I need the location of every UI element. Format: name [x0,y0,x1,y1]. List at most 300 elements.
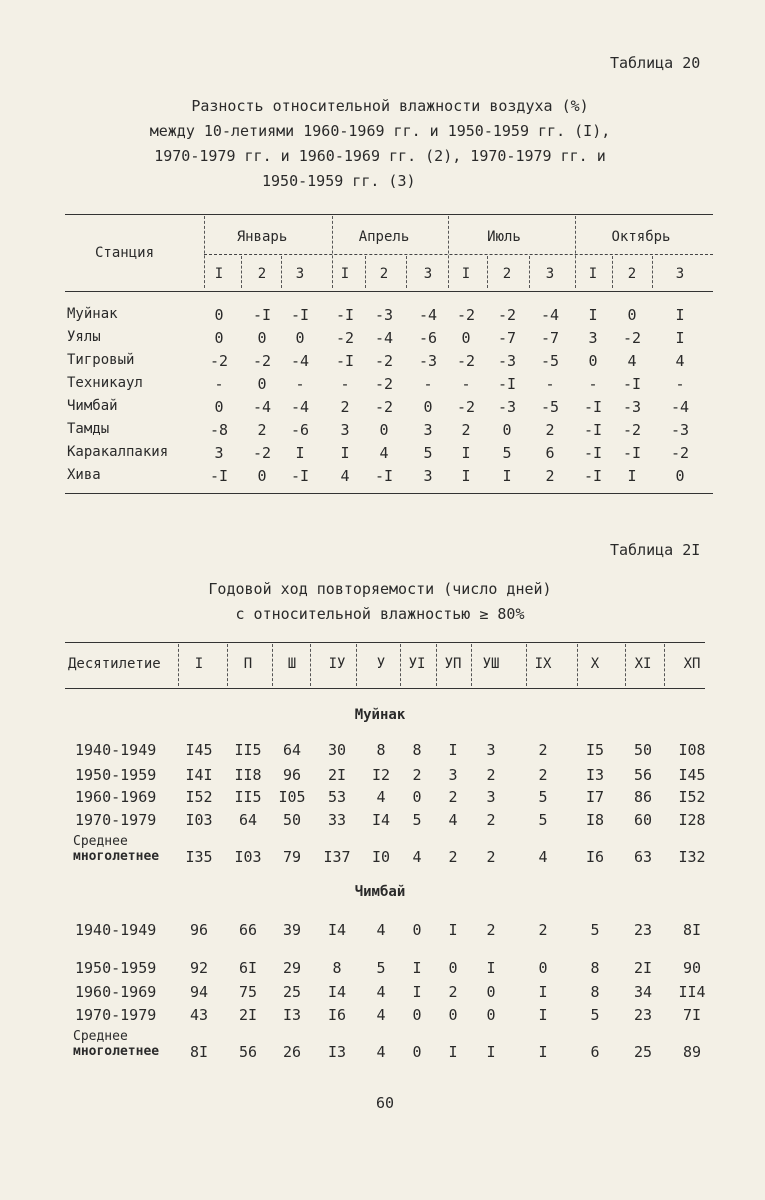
table20-cell: -3 [670,421,690,439]
table20-cell: -2 [374,352,394,370]
table21-col-separator [526,644,527,686]
table21-cell: I03 [185,811,213,829]
table20-subcol-header: 3 [295,266,305,282]
table21-cell: I [486,959,496,977]
table20-station-label: Тамды [67,421,110,437]
table20-cell: I [627,467,637,485]
table21-title [60,577,700,627]
table21-cell: I3 [585,766,605,784]
table21-cell: 5 [590,1006,600,1024]
table21-cell: 39 [282,921,302,939]
table20-cell: 2 [340,398,350,416]
table20-subcol-separator [487,256,488,288]
table20-cell: 2 [461,421,471,439]
table21-cell: 2 [448,788,458,806]
table20-subcol-separator [365,256,366,288]
table20-cell: - [295,375,305,393]
table20-subcol-header: 2 [627,266,637,282]
table20-station-header: Станция [95,245,155,261]
table21-cell: 5 [412,811,422,829]
table21-cell: I [538,1043,548,1061]
table21-cell: I4 [327,921,347,939]
table20-cell: 0 [379,421,389,439]
table21-month-header: У [376,656,386,672]
table20-caption: Таблица 20 [610,54,701,72]
table21-cell: 50 [633,741,653,759]
table21-cell: I05 [278,788,306,806]
table21-cell: 5 [538,788,548,806]
table20-month-header: Апрель [358,229,410,245]
table20-cell: -I [209,467,229,485]
table20-title [60,94,700,194]
table21-top-rule [65,642,705,643]
table20-cell: -I [335,352,355,370]
table21-col-separator [664,644,665,686]
table21-title-line: Годовой ход повторяемости (число дней) [208,580,552,598]
table21-row-label: 1960-1969 [75,983,157,1001]
table20-cell: -I [335,306,355,324]
table20-cell: -2 [670,444,690,462]
table21-cell: I [538,1006,548,1024]
table21-row-label: 1940-1949 [75,921,157,939]
table21-cell: 23 [633,921,653,939]
table21-cell: I [448,1043,458,1061]
table21-col-separator [272,644,273,686]
table21-col-separator [178,644,179,686]
table20-station-label: Каракалпакия [67,444,169,460]
table20-col-separator [575,216,576,288]
table20-subcol-separator [406,256,407,288]
table21-cell: 2 [538,741,548,759]
table21-section-title: Чимбай [354,884,406,900]
table20-cell: -4 [290,352,310,370]
table21-month-header: IУ [328,656,346,672]
table21-month-header: УШ [482,656,500,672]
table20-cell: 0 [295,329,305,347]
table21-month-header: П [243,656,253,672]
table21-cell: 56 [238,1043,258,1061]
table20-cell: 0 [214,329,224,347]
table21-cell: I4 [371,811,391,829]
table20-cell: -I [583,398,603,416]
table21-cell: I45 [185,741,213,759]
table21-row-label: 1950-1959 [75,959,157,977]
table21-cell: I [412,959,422,977]
table20-subcol-header: 2 [502,266,512,282]
table21-cell: I52 [185,788,213,806]
table21-cell: I45 [678,766,706,784]
table20-cell: 4 [379,444,389,462]
table21-cell: 23 [633,1006,653,1024]
table20-subcol-separator [281,256,282,288]
table20-cell: - [545,375,555,393]
table21-cell: I3 [327,1043,347,1061]
table21-col-separator [471,644,472,686]
table20-cell: I [340,444,350,462]
table21-cell: 2 [486,848,496,866]
table21-cell: 0 [412,921,422,939]
table21-cell: 79 [282,848,302,866]
table21-cell: I4I [185,766,213,784]
table20-cell: -6 [290,421,310,439]
table20-cell: -2 [622,421,642,439]
table20-cell: 4 [675,352,685,370]
table21-cell: I37 [323,848,351,866]
table21-cell: I5 [585,741,605,759]
table20-subcol-separator [529,256,530,288]
table20-cell: 5 [502,444,512,462]
table20-subcol-header: 2 [257,266,267,282]
table20-cell: 0 [461,329,471,347]
table21-cell: 0 [448,1006,458,1024]
table21-cell: I3 [282,1006,302,1024]
table20-cell: - [461,375,471,393]
table21-cell: I6 [585,848,605,866]
table21-cell: II8 [234,766,262,784]
table20-cell: 5 [423,444,433,462]
table21-cell: 0 [412,788,422,806]
table20-station-label: Хива [67,467,101,483]
table20-cell: -2 [497,306,517,324]
table21-cell: 86 [633,788,653,806]
table20-cell: I [295,444,305,462]
table20-cell: I [675,329,685,347]
table20-cell: -2 [252,352,272,370]
table20-cell: I [461,467,471,485]
table20-bottom-rule [65,493,713,494]
table21-cell: 0 [412,1006,422,1024]
table21-month-header: УП [444,656,462,672]
table21-cell: I [448,741,458,759]
table20-col-separator [448,216,449,288]
table21-cell: 4 [538,848,548,866]
table20-cell: I [675,306,685,324]
table20-cell: -2 [209,352,229,370]
table20-cell: -I [374,467,394,485]
table21-cell: 2 [448,848,458,866]
table21-cell: 8 [332,959,342,977]
table21-cell: 29 [282,959,302,977]
table20-cell: -8 [209,421,229,439]
table21-month-header: XI [634,656,652,672]
table21-cell: 2 [486,766,496,784]
table21-cell: 4 [376,1006,386,1024]
table21-cell: I08 [678,741,706,759]
table21-col-separator [310,644,311,686]
table20-title-line: 1950-1959 гг. (3) [262,172,416,190]
table20-cell: 2 [545,467,555,485]
table21-month-header: УI [408,656,426,672]
table20-subcol-header: 3 [423,266,433,282]
table21-header-rule [65,688,705,689]
table20-cell: -I [497,375,517,393]
table20-mid-rule [204,254,713,255]
table20-station-label: Чимбай [67,398,118,414]
table21-cell: 6 [590,1043,600,1061]
table21-col-separator [356,644,357,686]
table20-cell: 0 [423,398,433,416]
table21-cell: I2 [371,766,391,784]
table20-cell: -I [583,444,603,462]
table21-cell: II5 [234,788,262,806]
table21-row-label: 1940-1949 [75,741,157,759]
table21-cell: 8I [682,921,702,939]
table21-cell: I6 [327,1006,347,1024]
table21-cell: 94 [189,983,209,1001]
table21-row-label: Среднее [73,1029,128,1044]
table20-subcol-separator [652,256,653,288]
table21-cell: I7 [585,788,605,806]
table20-cell: 2 [545,421,555,439]
table21-month-header: IX [534,656,552,672]
table20-top-rule [65,214,713,215]
table21-row-label: 1970-1979 [75,811,157,829]
table21-cell: I52 [678,788,706,806]
table21-cell: I35 [185,848,213,866]
table20-cell: -3 [497,398,517,416]
table21-row-label: 1970-1979 [75,1006,157,1024]
table21-cell: 56 [633,766,653,784]
table20-cell: 0 [257,467,267,485]
table20-cell: -4 [290,398,310,416]
table21-cell: 2 [486,811,496,829]
table20-cell: 3 [423,421,433,439]
table20-cell: -I [290,467,310,485]
table21-cell: 43 [189,1006,209,1024]
table20-cell: -4 [252,398,272,416]
table21-cell: 96 [282,766,302,784]
table21-cell: 8 [412,741,422,759]
table21-cell: 4 [376,788,386,806]
table20-month-header: Октябрь [611,229,671,245]
table21-cell: 26 [282,1043,302,1061]
table20-cell: -2 [622,329,642,347]
table21-cell: 33 [327,811,347,829]
table21-cell: 0 [486,1006,496,1024]
table20-cell: 3 [423,467,433,485]
table21-cell: I [538,983,548,1001]
table21-col-separator [227,644,228,686]
table20-cell: 0 [588,352,598,370]
table20-cell: -4 [670,398,690,416]
table20-subcol-separator [241,256,242,288]
table20-cell: -5 [540,352,560,370]
table20-cell: -5 [540,398,560,416]
table21-cell: 2I [327,766,347,784]
table21-month-header: X [590,656,600,672]
table21-cell: I [486,1043,496,1061]
table20-subcol-header: I [461,266,471,282]
table21-cell: I [412,983,422,1001]
table21-row-label: Среднее [73,834,128,849]
table21-cell: 4 [376,983,386,1001]
table21-cell: 30 [327,741,347,759]
table21-cell: 4 [448,811,458,829]
table21-col-separator [400,644,401,686]
table21-cell: 5 [538,811,548,829]
table21-cell: 6I [238,959,258,977]
table21-cell: 8 [590,983,600,1001]
table20-cell: 6 [545,444,555,462]
table21-cell: 2I [633,959,653,977]
table21-cell: 7I [682,1006,702,1024]
table21-cell: 64 [238,811,258,829]
table21-cell: I4 [327,983,347,1001]
table20-cell: -I [622,444,642,462]
table21-cell: 2I [238,1006,258,1024]
table20-cell: 0 [214,398,224,416]
table20-cell: -3 [497,352,517,370]
table21-cell: 3 [448,766,458,784]
table21-cell: 8I [189,1043,209,1061]
table21-cell: 89 [682,1043,702,1061]
table20-cell: 0 [627,306,637,324]
table21-col-separator [436,644,437,686]
table21-cell: I03 [234,848,262,866]
table20-title-line: между 10-летиями 1960-1969 гг. и 1950-1959 гг. (I), [149,122,611,140]
table20-cell: -2 [374,375,394,393]
table21-cell: I28 [678,811,706,829]
table20-cell: 3 [214,444,224,462]
table21-cell: 4 [376,1043,386,1061]
table20-cell: -I [622,375,642,393]
table21-cell: 3 [486,788,496,806]
table20-cell: 2 [257,421,267,439]
table20-cell: -3 [622,398,642,416]
table21-cell: 8 [590,959,600,977]
table20-cell: 3 [588,329,598,347]
table21-cell: 50 [282,811,302,829]
table21-cell: 34 [633,983,653,1001]
table21-cell: 8 [376,741,386,759]
table21-col-separator [577,644,578,686]
table21-cell: 5 [376,959,386,977]
table20-cell: -2 [456,306,476,324]
table20-cell: 0 [214,306,224,324]
table20-cell: -4 [540,306,560,324]
table21-cell: I [448,921,458,939]
table20-title-line: 1970-1979 гг. и 1960-1969 гг. (2), 1970-1979 гг. и [154,147,606,165]
table21-cell: 2 [448,983,458,1001]
table20-cell: -3 [374,306,394,324]
table20-cell: I [502,467,512,485]
table20-cell: - [423,375,433,393]
table21-cell: 75 [238,983,258,1001]
table21-title-line: с относительной влажностью ≥ 80% [235,605,525,623]
table20-cell: -2 [252,444,272,462]
table20-title-line: Разность относительной влажности воздуха (%) [191,97,589,115]
table21-cell: 25 [633,1043,653,1061]
table20-cell: -2 [456,352,476,370]
table21-cell: II4 [678,983,706,1001]
table20-cell: 0 [502,421,512,439]
table21-row-label: 1960-1969 [75,788,157,806]
table21-cell: 2 [538,766,548,784]
table21-cell: I32 [678,848,706,866]
table20-cell: - [675,375,685,393]
table21-section-title: Муйнак [354,707,406,723]
table21-cell: II5 [234,741,262,759]
table20-cell: I [461,444,471,462]
table21-cell: 92 [189,959,209,977]
table20-col-separator [204,216,205,288]
table20-cell: -I [583,421,603,439]
table20-cell: -I [252,306,272,324]
table20-cell: I [588,306,598,324]
table20-cell: 0 [257,375,267,393]
table20-cell: -4 [374,329,394,347]
table21-cell: 0 [412,1043,422,1061]
table21-cell: 0 [538,959,548,977]
table20-subcol-header: I [588,266,598,282]
table21-cell: 64 [282,741,302,759]
table21-month-header: XП [683,656,701,672]
table20-station-label: Тигровый [67,352,135,368]
table20-station-label: Муйнак [67,306,118,322]
table20-subcol-header: 3 [675,266,685,282]
table20-cell: -3 [418,352,438,370]
table21-cell: 60 [633,811,653,829]
table20-station-label: Техникаул [67,375,143,391]
table20-subcol-header: 2 [379,266,389,282]
table20-cell: -2 [456,398,476,416]
table20-col-separator [332,216,333,288]
table20-cell: -7 [540,329,560,347]
table21-caption: Таблица 2I [610,541,701,559]
table20-cell: 3 [340,421,350,439]
table21-cell: 4 [376,921,386,939]
table21-cell: 96 [189,921,209,939]
table20-month-header: Январь [236,229,288,245]
table21-cell: 3 [486,741,496,759]
table21-cell: 0 [448,959,458,977]
table21-cell: 2 [412,766,422,784]
page-number: 60 [376,1094,395,1112]
table21-cell: 0 [486,983,496,1001]
table20-cell: 4 [627,352,637,370]
table20-header-rule [65,291,713,292]
table20-subcol-header: I [214,266,224,282]
table21-period-header: Десятилетие [68,656,161,672]
table20-cell: -7 [497,329,517,347]
table20-cell: -I [583,467,603,485]
table21-row-label: многолетнее [73,849,160,864]
table20-subcol-header: 3 [545,266,555,282]
table21-cell: 53 [327,788,347,806]
table20-subcol-header: I [340,266,350,282]
table20-cell: -I [290,306,310,324]
table21-row-label: 1950-1959 [75,766,157,784]
table21-cell: 5 [590,921,600,939]
table21-cell: 90 [682,959,702,977]
table21-cell: 25 [282,983,302,1001]
table20-cell: -2 [335,329,355,347]
table20-cell: 0 [257,329,267,347]
table21-cell: 2 [538,921,548,939]
table20-subcol-separator [612,256,613,288]
table21-month-header: Ш [287,656,297,672]
table20-cell: -6 [418,329,438,347]
table20-cell: -2 [374,398,394,416]
table21-col-separator [625,644,626,686]
table20-cell: - [588,375,598,393]
table21-row-label: многолетнее [73,1044,160,1059]
table21-cell: 4 [412,848,422,866]
table20-cell: 4 [340,467,350,485]
table20-month-header: Июль [487,229,521,245]
table20-cell: -4 [418,306,438,324]
table21-cell: I8 [585,811,605,829]
